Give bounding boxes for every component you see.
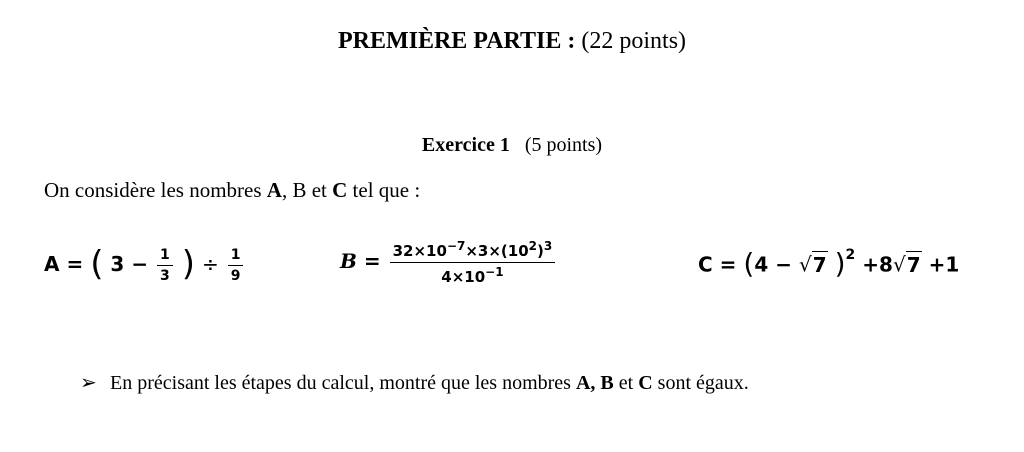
exercise-title: [0, 134, 1024, 157]
c-left-paren: (: [743, 247, 755, 280]
a-equals: =: [66, 252, 84, 276]
c-plus-one: +1: [928, 252, 960, 277]
exercise-label: Exercice 1: [421, 134, 510, 156]
c-plus-1: +: [862, 252, 880, 277]
c-right-paren: ): [834, 247, 846, 280]
b-den-exp: −1: [485, 265, 504, 279]
a-fraction-2: [228, 248, 244, 283]
instruction-bullet: [80, 370, 749, 395]
a-right-paren: ): [181, 243, 196, 284]
c-lhs: C: [698, 252, 713, 277]
c-sqrt-arg: 7: [812, 252, 827, 277]
intro-part-3: tel que :: [347, 178, 421, 202]
a-frac2-num: 1: [228, 248, 244, 266]
b-equals: =: [363, 249, 381, 273]
b-numerator: [390, 240, 556, 263]
c-four: 4: [754, 252, 769, 277]
b-denominator: [438, 263, 506, 285]
arrow-bullet-icon: ➢: [80, 372, 97, 394]
c-eight: 8: [879, 252, 893, 277]
expression-b: [340, 240, 557, 285]
c-sqrt-arg-2: 7: [906, 252, 921, 277]
instruction-part-1: En précisant les étapes du calcul, montré que les nombres: [110, 372, 576, 394]
intro-a: A: [266, 178, 282, 202]
instruction-part-2: et: [613, 372, 639, 394]
intro-c: C: [332, 178, 348, 202]
a-frac1-num: 1: [157, 248, 173, 266]
expression-a: [44, 243, 245, 284]
a-lhs: A: [44, 252, 60, 276]
c-sqrt-icon: √: [798, 252, 812, 277]
b-num-a: 32×10: [392, 242, 447, 260]
instruction-a: A,: [575, 372, 596, 394]
a-frac2-den: 9: [230, 268, 241, 284]
b-fraction: [390, 240, 556, 285]
part-title: [0, 28, 1024, 55]
intro-part-1: On considère les nombres: [44, 178, 267, 202]
b-num-exp2: 2: [528, 239, 538, 253]
a-divide: ÷: [202, 252, 219, 276]
b-num-b: ×3×(10: [465, 242, 529, 260]
c-equals: =: [719, 252, 737, 277]
a-fraction-1: [157, 248, 173, 283]
b-num-exp1: −7: [446, 239, 466, 253]
a-left-paren: (: [90, 243, 104, 284]
instruction-part-3: sont égaux.: [652, 372, 749, 394]
a-three: 3: [110, 252, 125, 276]
a-frac1-den: 3: [160, 268, 170, 284]
c-sqrt-icon-2: √: [892, 252, 906, 277]
instruction-b: B: [600, 372, 614, 394]
instruction-c: C: [638, 372, 653, 394]
b-num-c: ): [537, 242, 544, 260]
exercise-points: (5 points): [524, 134, 603, 156]
b-num-exp3: 3: [543, 239, 553, 253]
b-den-a: 4×10: [441, 268, 486, 286]
c-exponent: 2: [845, 246, 856, 263]
b-lhs: B: [340, 249, 357, 273]
intro-text: [44, 178, 420, 203]
intro-part-2: , B et: [281, 178, 333, 202]
a-minus: −: [131, 252, 149, 276]
c-minus: −: [775, 252, 792, 277]
part-title-bold: PREMIÈRE PARTIE :: [337, 28, 576, 54]
part-title-points: (22 points): [575, 28, 687, 54]
expression-c: [698, 246, 960, 280]
